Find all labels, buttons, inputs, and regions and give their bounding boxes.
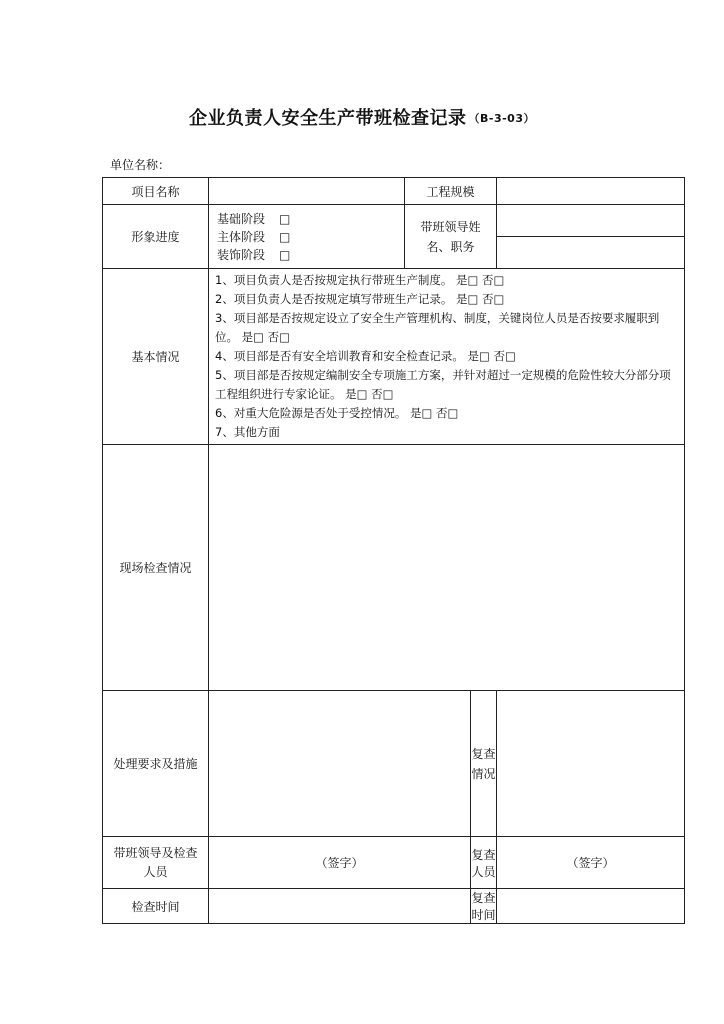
title-text: 企业负责人安全生产带班检查记录 [189, 108, 467, 129]
project-name-field[interactable] [209, 178, 405, 205]
time-row [103, 889, 685, 924]
basic-item: 6、对重大危险源是否处于受控情况。 是□ 否□ [215, 406, 459, 420]
stage-label: 装饰阶段 [217, 247, 266, 262]
progress-row [103, 205, 685, 269]
checker-label-line2: 人员 [143, 864, 168, 879]
leader-label [405, 205, 497, 269]
stage-checkbox[interactable]: □ [279, 229, 291, 244]
project-row [103, 178, 685, 205]
review-label-line2: 情况 [471, 766, 496, 781]
checker-label-line1: 带班领导及检查 [113, 845, 198, 860]
unit-name-label: 单位名称： [110, 158, 171, 172]
check-time-label: 检查时间 [103, 889, 209, 924]
leader-title-field[interactable] [497, 237, 684, 269]
review-time-label: 复查时间 [471, 889, 497, 924]
scale-field[interactable] [497, 178, 685, 205]
basic-item: 7、其他方面 [215, 425, 280, 439]
stage-item [217, 228, 404, 246]
basic-items [209, 269, 685, 445]
leader-field [497, 205, 685, 269]
basic-label: 基本情况 [103, 269, 209, 445]
basic-row [103, 269, 685, 445]
review-label-line1: 复查 [471, 746, 496, 761]
stage-label: 基础阶段 [217, 211, 266, 226]
review-time-field[interactable] [497, 889, 685, 924]
checker-signature[interactable]: （签字） [209, 837, 471, 889]
leader-label-line1: 带班领导姓 [420, 219, 481, 234]
basic-item: 1、项目负责人是否按规定执行带班生产制度。 是□ 否□ [215, 273, 505, 287]
basic-item: 4、项目部是否有安全培训教育和安全检查记录。 是□ 否□ [215, 349, 516, 363]
signature-row [103, 837, 685, 889]
review-label [471, 691, 497, 837]
basic-item: 3、项目部是否按规定设立了安全生产管理机构、制度，关键岗位人员是否按要求履职到位。 是□ 否□ [215, 311, 660, 344]
leader-name-field[interactable] [497, 205, 684, 237]
measures-row [103, 691, 685, 837]
inspection-form-table [102, 177, 685, 924]
stage-checkbox[interactable]: □ [279, 247, 291, 262]
form-code: （B-3-03） [468, 112, 535, 125]
review-field[interactable] [497, 691, 685, 837]
measures-label: 处理要求及措施 [103, 691, 209, 837]
measures-field[interactable] [209, 691, 471, 837]
reviewer-signature[interactable]: （签字） [497, 837, 685, 889]
project-name-label: 项目名称 [103, 178, 209, 205]
form-title [0, 104, 724, 130]
stage-list [209, 205, 405, 269]
stage-item [217, 210, 404, 228]
check-time-field[interactable] [209, 889, 471, 924]
onsite-field[interactable] [209, 445, 685, 691]
leader-label-line2: 名、职务 [426, 239, 475, 254]
onsite-label: 现场检查情况 [103, 445, 209, 691]
scale-label: 工程规模 [405, 178, 497, 205]
basic-item: 2、项目负责人是否按规定填写带班生产记录。 是□ 否□ [215, 292, 505, 306]
stage-label: 主体阶段 [217, 229, 266, 244]
basic-item: 5、项目部是否按规定编制安全专项施工方案，并针对超过一定规模的危险性较大分部分项工程组织进行专家论证。 是□ 否□ [215, 368, 671, 401]
stage-checkbox[interactable]: □ [279, 211, 291, 226]
reviewer-label: 复查人员 [471, 837, 497, 889]
checker-label [103, 837, 209, 889]
stage-item [217, 246, 404, 264]
onsite-row [103, 445, 685, 691]
progress-label: 形象进度 [103, 205, 209, 269]
